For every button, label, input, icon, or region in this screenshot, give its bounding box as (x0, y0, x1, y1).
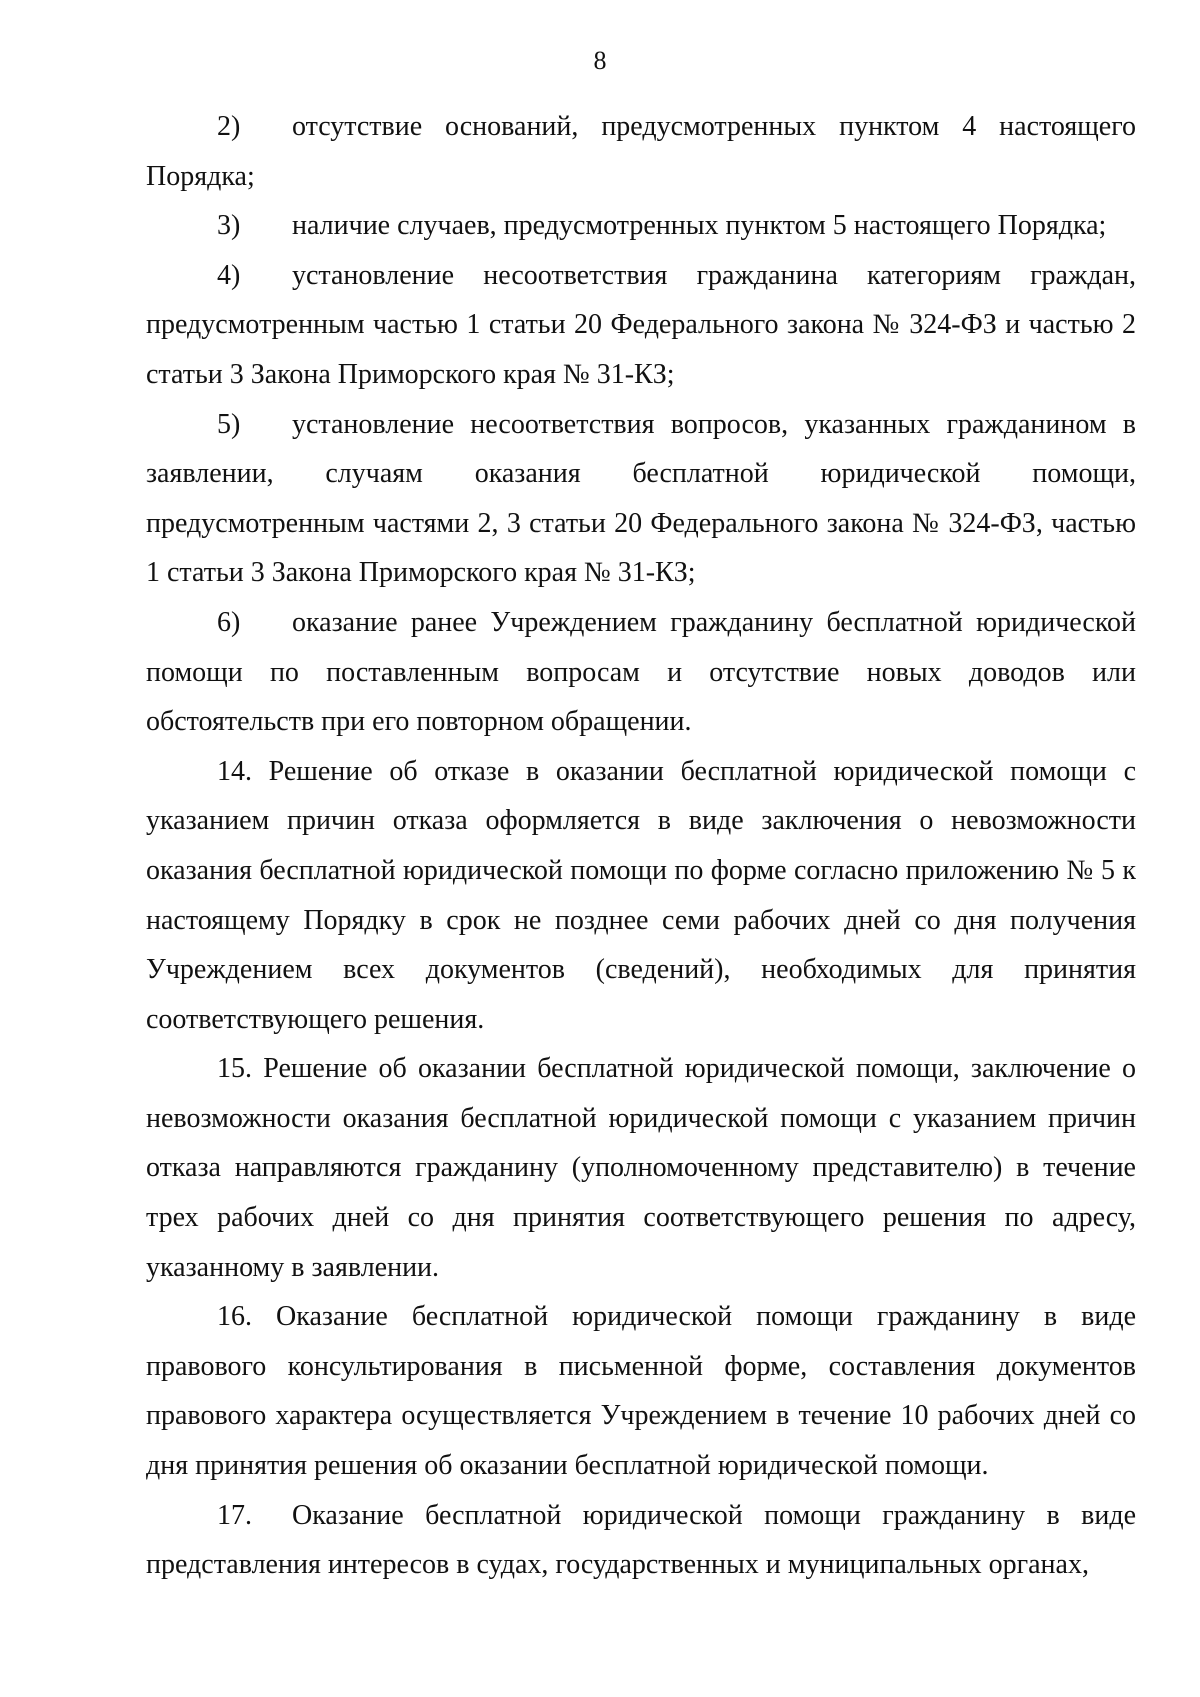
paragraph-number: 17. (217, 1499, 252, 1531)
list-item-text: установление несоответствия гражданина категориям граждан, предусмотренным частью 1 статьи 20 Федерального закона № 324-ФЗ и частью 2 статьи 3 Закона Приморского края № 31-КЗ; (146, 259, 1136, 390)
paragraph-15: 15. Решение об оказании бесплатной юридической помощи, заключение о невозможности оказания бесплатной юридической помощи с указанием причин отказа направляются гражданину (уполномоченному представителю) в течение трех рабочих дней со дня принятия соответствующего решения по адресу, указанному в заявлении. (146, 1053, 1136, 1283)
document-body (146, 102, 1136, 1590)
list-item-text: отсутствие оснований, предусмотренных пунктом 4 настоящего Порядка; (146, 111, 1136, 192)
page-number: 8 (593, 46, 607, 75)
list-item-text: оказание ранее Учреждением гражданину бесплатной юридической помощи по поставленным вопросам и отсутствие новых доводов или обстоятельств при его повторном обращении. (146, 606, 1136, 738)
list-item-number: 5) (217, 408, 241, 440)
list-item-text: наличие случаев, предусмотренных пунктом 5 настоящего Порядка; (292, 210, 1107, 242)
list-item-6 (146, 598, 1136, 747)
list-item-3 (146, 201, 1136, 251)
paragraph-16: 16. Оказание бесплатной юридической помощи гражданину в виде правового консультирования в письменной форме, составления документов правового характера осуществляется Учреждением в течение 10 рабочих дней со дня принятия решения об оказании бесплатной юридической помощи. (146, 1301, 1136, 1482)
list-item-4 (146, 251, 1136, 400)
list-item-number: 4) (217, 259, 241, 291)
paragraph-text: Оказание бесплатной юридической помощи гражданину в виде представления интересов в судах, государственных и муниципальных органах, (146, 1499, 1136, 1581)
list-item-5 (146, 400, 1136, 598)
paragraph-17 (146, 1491, 1136, 1590)
list-item-2 (146, 102, 1136, 201)
list-item-number: 6) (217, 606, 241, 638)
list-item-number: 2) (217, 111, 241, 142)
list-item-text: установление несоответствия вопросов, указанных гражданином в заявлении, случаям оказания бесплатной юридической помощи, предусмотренным частями 2, 3 статьи 20 Федерального закона № 324-ФЗ, частью 1 статьи 3 Закона Приморского края № 31-КЗ; (146, 408, 1136, 589)
paragraph-14: 14. Решение об отказе в оказании бесплатной юридической помощи с указанием причин отказа оформляется в виде заключения о невозможности оказания бесплатной юридической помощи по форме согласно приложению № 5 к настоящему Порядку в срок не позднее семи рабочих дней со дня получения Учреждением всех документов (сведений), необходимых для принятия соответствующего решения. (146, 755, 1136, 1035)
list-item-number: 3) (217, 210, 241, 242)
